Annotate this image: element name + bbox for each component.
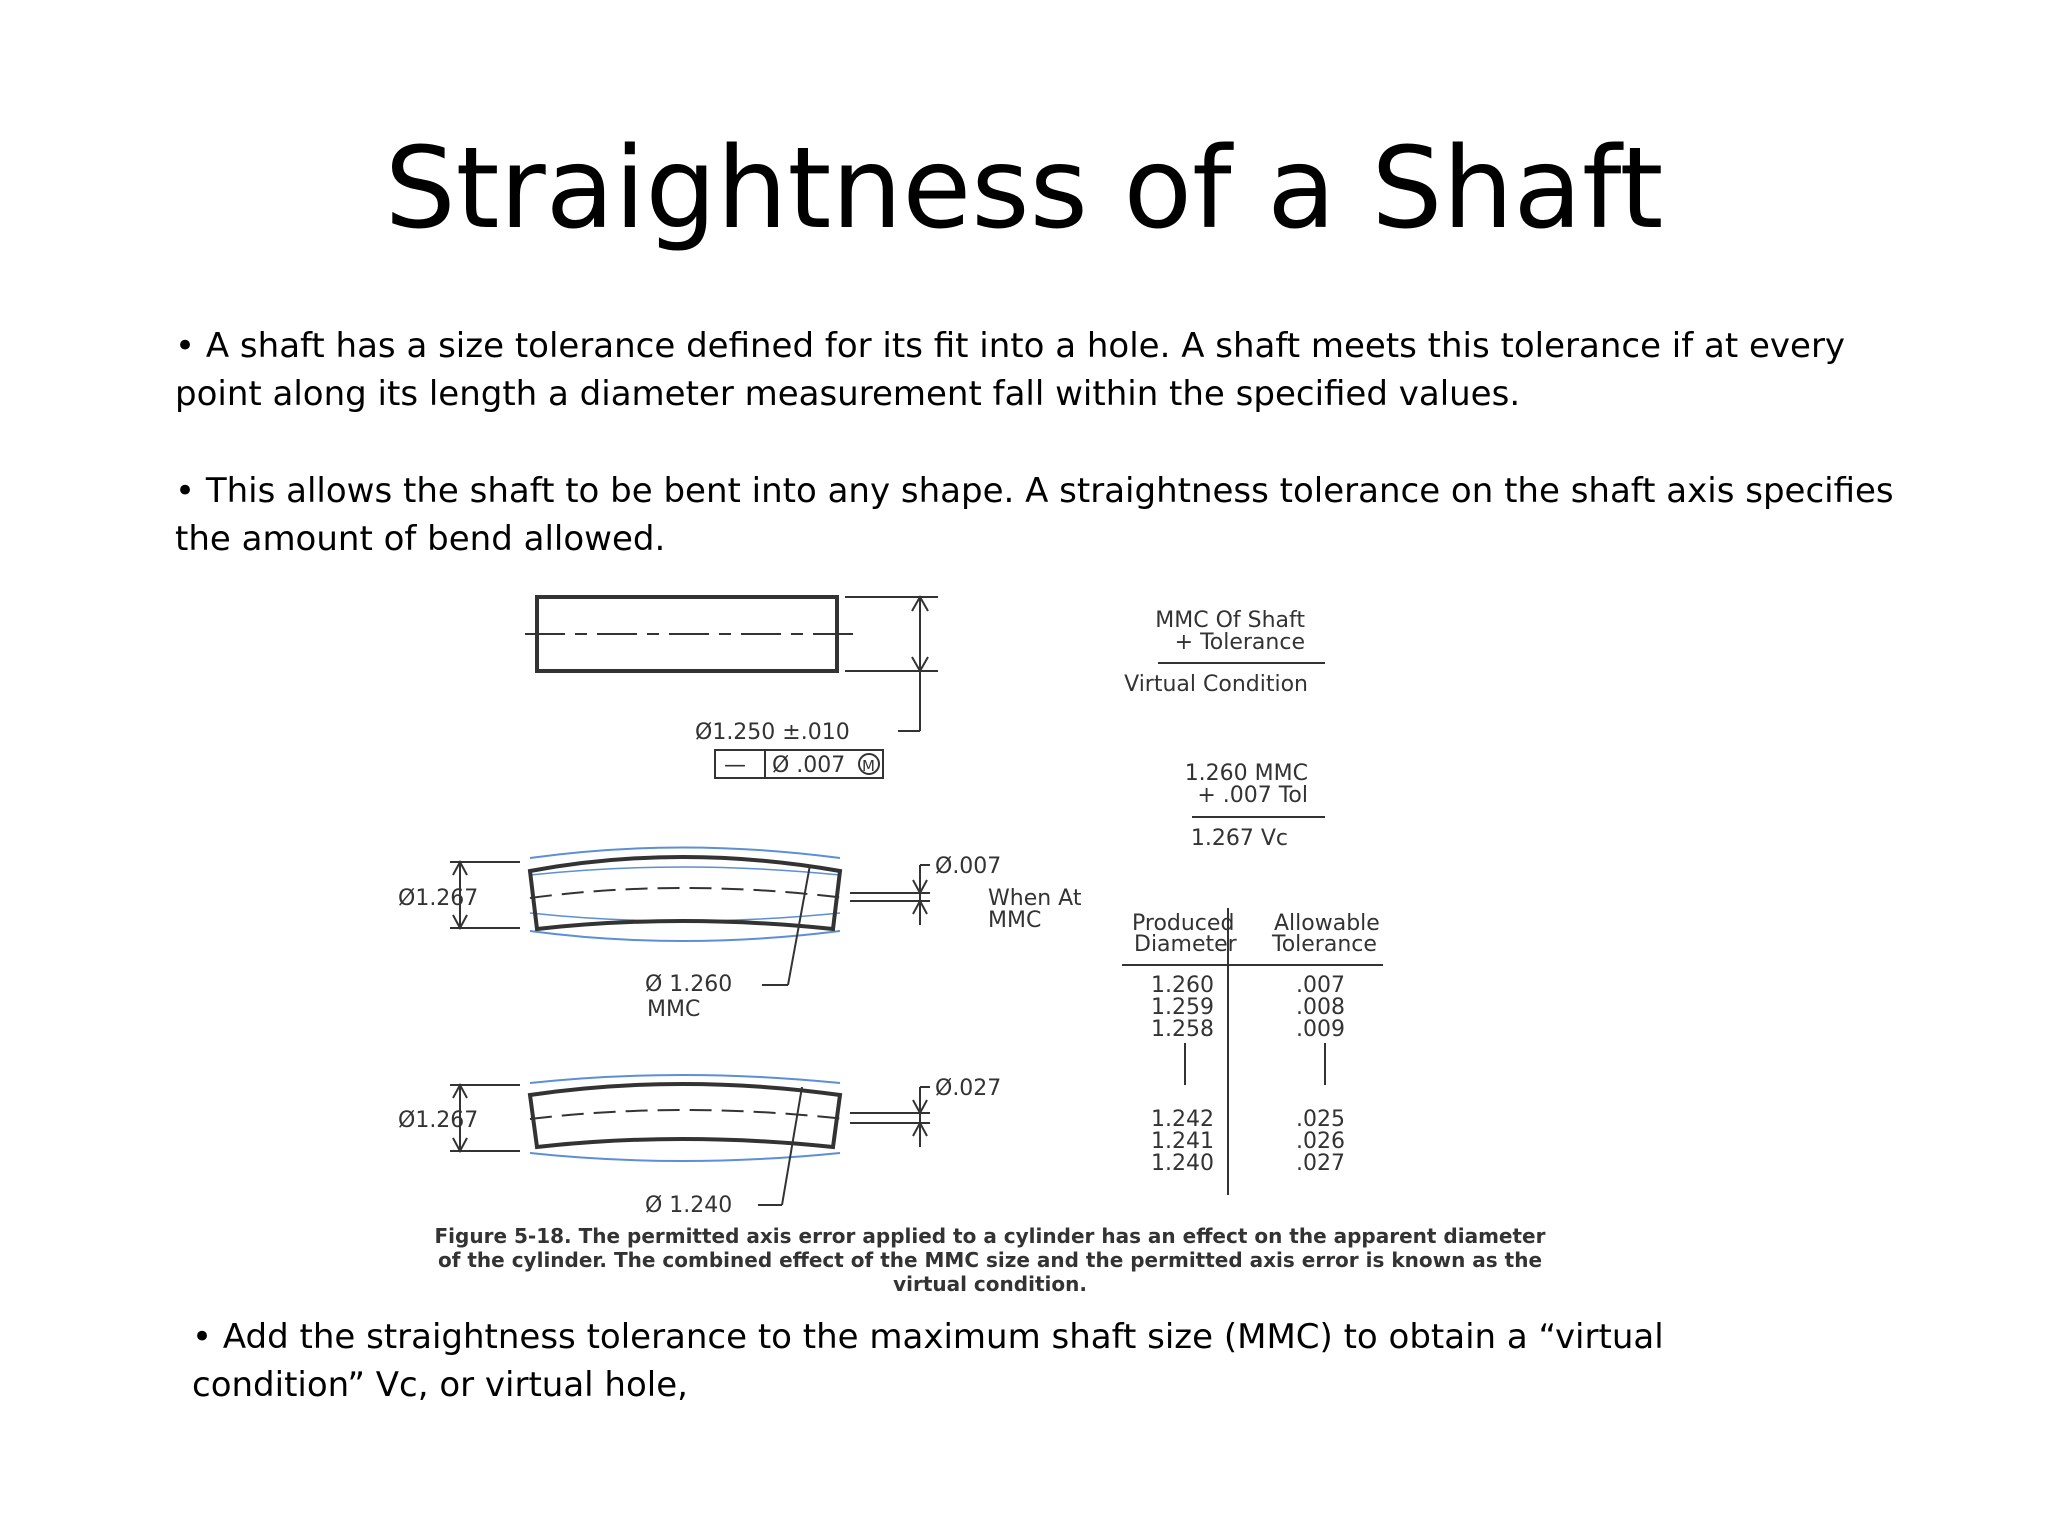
figure-caption-line2: of the cylinder. The combined effect of the MMC size and the permitted axis error is known as the — [437, 1248, 1543, 1272]
table-col2-value: .025 — [1296, 1107, 1345, 1132]
straight-shaft — [525, 597, 938, 731]
figure-caption-line1: Figure 5-18. The permitted axis error applied to a cylinder has an effect on the apparent diameter — [434, 1224, 1546, 1248]
shaft1-produced-note: MMC — [647, 997, 701, 1022]
shaft1-produced-dia: Ø 1.260 — [645, 972, 733, 997]
table-col2-value: .026 — [1296, 1129, 1345, 1154]
table-col1-header-1: Produced — [1132, 911, 1235, 936]
table-col2-header-2: Tolerance — [1272, 932, 1377, 957]
fcf-value: Ø .007 — [772, 753, 846, 778]
table-col2-header-1: Allowable — [1274, 911, 1380, 936]
table-col1-value: 1.240 — [1151, 1151, 1214, 1176]
tolerance-table — [1122, 908, 1383, 1195]
table-col1-value: 1.242 — [1151, 1107, 1214, 1132]
bullet-virtual-condition: • Add the straightness tolerance to the maximum shaft size (MMC) to obtain a “virtual condition” Vc, or virtual hole, — [192, 1317, 1664, 1405]
shaft1-outer-dia: Ø1.267 — [398, 886, 479, 911]
formula-result: Virtual Condition — [1124, 672, 1308, 697]
dim-main-label: Ø1.250 ±.010 — [695, 720, 850, 745]
shaft1-note-line2: MMC — [988, 908, 1042, 933]
figure-5-18 — [390, 575, 1590, 1305]
shaft2-outer-dia: Ø1.267 — [398, 1108, 479, 1133]
bullet-straightness: • This allows the shaft to be bent into any shape. A straightness tolerance on the shaft axis specifies the amount of bend allowed. — [175, 471, 1894, 559]
figure-caption-line3: virtual condition. — [893, 1272, 1087, 1296]
bent-shaft-mmc — [450, 848, 930, 986]
table-col1-value: 1.260 — [1151, 973, 1214, 998]
calc-line1: 1.260 MMC — [1184, 761, 1308, 786]
table-col2-value: .027 — [1296, 1151, 1345, 1176]
fcf-symbol: — — [724, 753, 746, 778]
table-col1-value: 1.241 — [1151, 1129, 1214, 1154]
shaft2-axis-tol: Ø.027 — [935, 1076, 1002, 1101]
table-col2-value: .007 — [1296, 973, 1345, 998]
calc-line2: + .007 Tol — [1197, 783, 1308, 808]
bullet-size-tolerance: • A shaft has a size tolerance defined for its fit into a hole. A shaft meets this tolerance if at every point along its length a diameter measurement fall within the specified values. — [175, 326, 1846, 414]
fcf-modifier-m: M — [862, 757, 875, 775]
figure-drawing — [390, 575, 1590, 1305]
calc-result: 1.267 Vc — [1190, 826, 1288, 851]
table-col1-value: 1.258 — [1151, 1017, 1214, 1042]
shaft1-note-line1: When At — [988, 886, 1082, 911]
shaft1-axis-tol: Ø.007 — [935, 854, 1002, 879]
table-col2-value: .009 — [1296, 1017, 1345, 1042]
shaft2-produced-dia: Ø 1.240 — [645, 1193, 733, 1218]
table-col1-value: 1.259 — [1151, 995, 1214, 1020]
formula-line1: MMC Of Shaft — [1155, 608, 1305, 633]
bent-shaft-lmc — [450, 1075, 930, 1205]
slide-title: Straightness of a Shaft — [384, 124, 1664, 254]
table-col2-value: .008 — [1296, 995, 1345, 1020]
table-col1-header-2: Diameter — [1134, 932, 1237, 957]
formula-line2: + Tolerance — [1174, 630, 1305, 655]
